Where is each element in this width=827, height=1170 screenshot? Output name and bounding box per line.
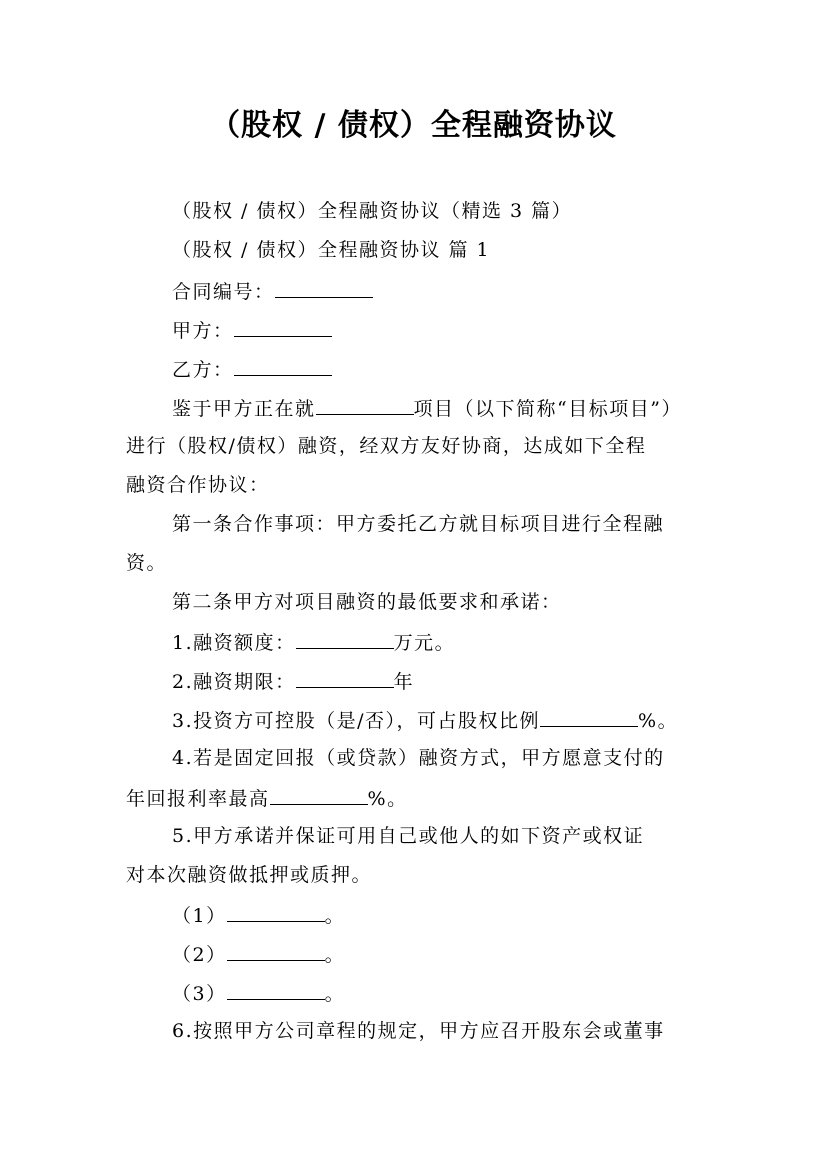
- collateral-item-1: [172, 901, 345, 929]
- party-a-label: 甲方：: [172, 320, 234, 342]
- collateral-item-1-blank: [227, 901, 325, 922]
- preamble-text-a: 鉴于甲方正在就: [172, 398, 316, 420]
- financing-amount-row: [172, 628, 455, 656]
- collateral-item-2-label: （2）: [172, 944, 227, 966]
- financing-term-unit: 年: [393, 671, 415, 693]
- equity-ratio-label: 3.投资方可控股（是/否），可占股权比例: [172, 710, 541, 732]
- fixed-return-line2: [126, 784, 408, 812]
- return-rate-unit: %。: [367, 788, 408, 810]
- collateral-line2: 对本次融资做抵押或质押。: [126, 864, 373, 886]
- return-rate-blank: [270, 784, 368, 805]
- financing-term-label: 2.融资期限：: [172, 671, 296, 693]
- financing-amount-blank: [296, 628, 394, 649]
- collateral-item-3-label: （3）: [172, 983, 227, 1005]
- article1-line1: 第一条合作事项：甲方委托乙方就目标项目进行全程融: [172, 513, 665, 535]
- contract-number-blank: [275, 277, 373, 298]
- collateral-item-2-period: 。: [324, 944, 346, 966]
- equity-ratio-blank: [540, 706, 638, 727]
- party-a-row: [172, 316, 332, 344]
- article1-line2: 资。: [126, 552, 168, 574]
- collateral-item-3-blank: [227, 979, 325, 1000]
- contract-number-label: 合同编号：: [172, 281, 275, 303]
- subtitle-part1: （股权 / 债权）全程融资协议 篇 1: [172, 239, 491, 261]
- document-title: （股权 / 债权）全程融资协议: [210, 108, 617, 143]
- collateral-item-2: [172, 940, 345, 968]
- equity-ratio-row: [172, 706, 678, 734]
- financing-term-blank: [296, 667, 394, 688]
- financing-term-row: [172, 667, 414, 695]
- preamble-line2: 进行（股权/债权）融资，经双方友好协商，达成如下全程: [126, 435, 647, 457]
- fixed-return-line1: 4.若是固定回报（或贷款）融资方式，甲方愿意支付的: [172, 747, 665, 769]
- collateral-item-1-period: 。: [324, 905, 346, 927]
- subtitle-selection: （股权 / 债权）全程融资协议（精选 3 篇）: [172, 200, 573, 222]
- contract-number-row: [172, 277, 373, 305]
- return-rate-label: 年回报利率最高: [126, 788, 270, 810]
- party-b-row: [172, 355, 332, 383]
- financing-amount-unit: 万元。: [393, 632, 456, 654]
- collateral-item-3-period: 。: [324, 983, 346, 1005]
- party-a-blank: [234, 316, 332, 337]
- party-b-label: 乙方：: [172, 359, 234, 381]
- preamble-line1: [172, 394, 682, 422]
- equity-ratio-unit: %。: [638, 710, 679, 732]
- collateral-item-2-blank: [227, 940, 325, 961]
- financing-amount-label: 1.融资额度：: [172, 632, 296, 654]
- preamble-text-b: 项目（以下简称“目标项目”）: [413, 398, 682, 420]
- party-b-blank: [234, 355, 332, 376]
- collateral-item-1-label: （1）: [172, 905, 227, 927]
- preamble-line3: 融资合作协议：: [126, 474, 270, 496]
- collateral-item-3: [172, 979, 345, 1007]
- project-name-blank: [316, 394, 414, 415]
- article-line-6: 6.按照甲方公司章程的规定，甲方应召开股东会或董事: [172, 1020, 665, 1042]
- collateral-line1: 5.甲方承诺并保证可用自己或他人的如下资产或权证: [172, 825, 645, 847]
- article2-heading: 第二条甲方对项目融资的最低要求和承诺：: [172, 591, 562, 613]
